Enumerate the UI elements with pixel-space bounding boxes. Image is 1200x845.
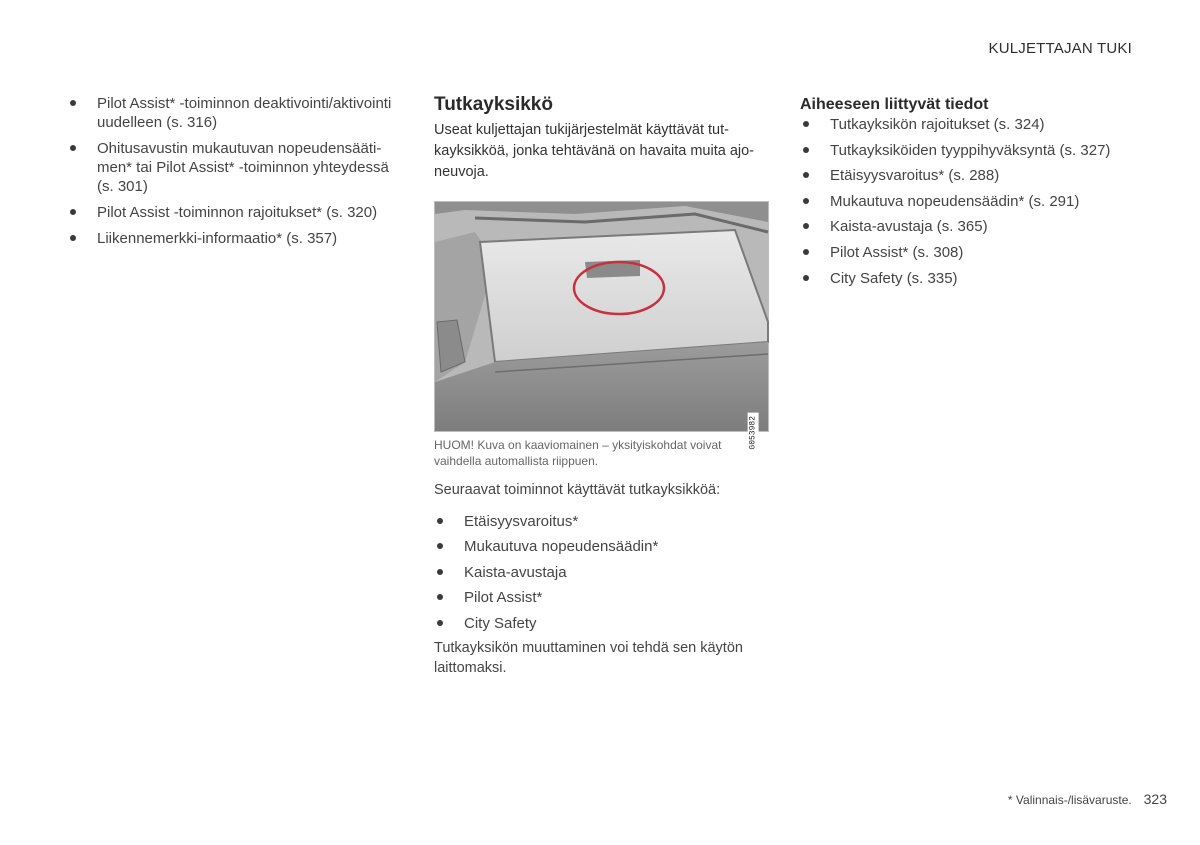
list-item: Tutkayksiköiden tyyppihyväksyntä (s. 327)	[800, 141, 1140, 160]
page-number: 323	[1143, 791, 1167, 807]
bullet-icon	[803, 249, 809, 255]
bullet-icon	[437, 518, 443, 524]
list-item: Ohitusavustin mukautuvan nopeudensääti-men* tai Pilot Assist* -toiminnon yhteydessä (s. 301)	[67, 139, 407, 196]
radar-functions-list	[434, 512, 770, 633]
list-item: Tutkayksikön rajoitukset (s. 324)	[800, 115, 1140, 134]
car-windscreen-image	[435, 202, 768, 431]
list-item: Etäisyysvaroitus*	[434, 512, 770, 531]
page-footer	[1008, 791, 1167, 807]
bullet-icon	[70, 209, 76, 215]
bullet-icon	[803, 147, 809, 153]
footnote: * Valinnais-/lisävaruste.	[1007, 793, 1132, 807]
bullet-icon	[70, 100, 76, 106]
intro-paragraph: Useat kuljettajan tukijärjestelmät käyttävät tut-kayksikköä, jonka tehtävänä on havaita muita ajo-neuvoja.	[434, 122, 754, 180]
figure-code: G053982	[748, 413, 759, 453]
figure-caption: HUOM! Kuva on kaaviomainen – yksityiskohdat voivat vaihdella automallista riippuen.	[434, 438, 722, 468]
section-header: KULJETTAJAN TUKI	[988, 40, 1132, 57]
list-item: Etäisyysvaroitus* (s. 288)	[800, 166, 1140, 185]
list-item: Kaista-avustaja (s. 365)	[800, 217, 1140, 236]
bullet-icon	[803, 172, 809, 178]
related-info-title: Aiheeseen liittyvät tiedot	[800, 96, 989, 113]
list-item: City Safety (s. 335)	[800, 269, 1140, 288]
column-left	[67, 94, 407, 255]
related-info-list	[800, 115, 1140, 288]
bullet-icon	[437, 620, 443, 626]
list-item: Pilot Assist -toiminnon rajoitukset* (s. 320)	[67, 203, 407, 222]
list-item: City Safety	[434, 614, 770, 633]
bullet-icon	[803, 275, 809, 281]
bullet-icon	[437, 569, 443, 575]
list-item: Mukautuva nopeudensäädin*	[434, 537, 770, 556]
closing-paragraph: Tutkayksikön muuttaminen voi tehdä sen käytön laittomaksi.	[434, 640, 743, 676]
list-intro: Seuraavat toiminnot käyttävät tutkayksikköä:	[434, 482, 721, 498]
bullet-icon	[70, 235, 76, 241]
bullet-icon	[437, 594, 443, 600]
list-item: Kaista-avustaja	[434, 563, 770, 582]
bullet-icon	[70, 145, 76, 151]
list-item: Pilot Assist* (s. 308)	[800, 243, 1140, 262]
list-item: Liikennemerkki-informaatio* (s. 357)	[67, 229, 407, 248]
bullet-icon	[803, 121, 809, 127]
column-middle	[434, 94, 770, 678]
list-item: Pilot Assist*	[434, 588, 770, 607]
section-title: Tutkayksikkö	[434, 94, 553, 115]
related-list-continued	[67, 94, 407, 248]
bullet-icon	[803, 198, 809, 204]
list-item: Mukautuva nopeudensäädin* (s. 291)	[800, 192, 1140, 211]
list-item: Pilot Assist* -toiminnon deaktivointi/aktivointi uudelleen (s. 316)	[67, 94, 407, 132]
bullet-icon	[437, 543, 443, 549]
windscreen-radar-illustration	[434, 201, 769, 450]
bullet-icon	[803, 223, 809, 229]
column-right	[800, 94, 1140, 294]
